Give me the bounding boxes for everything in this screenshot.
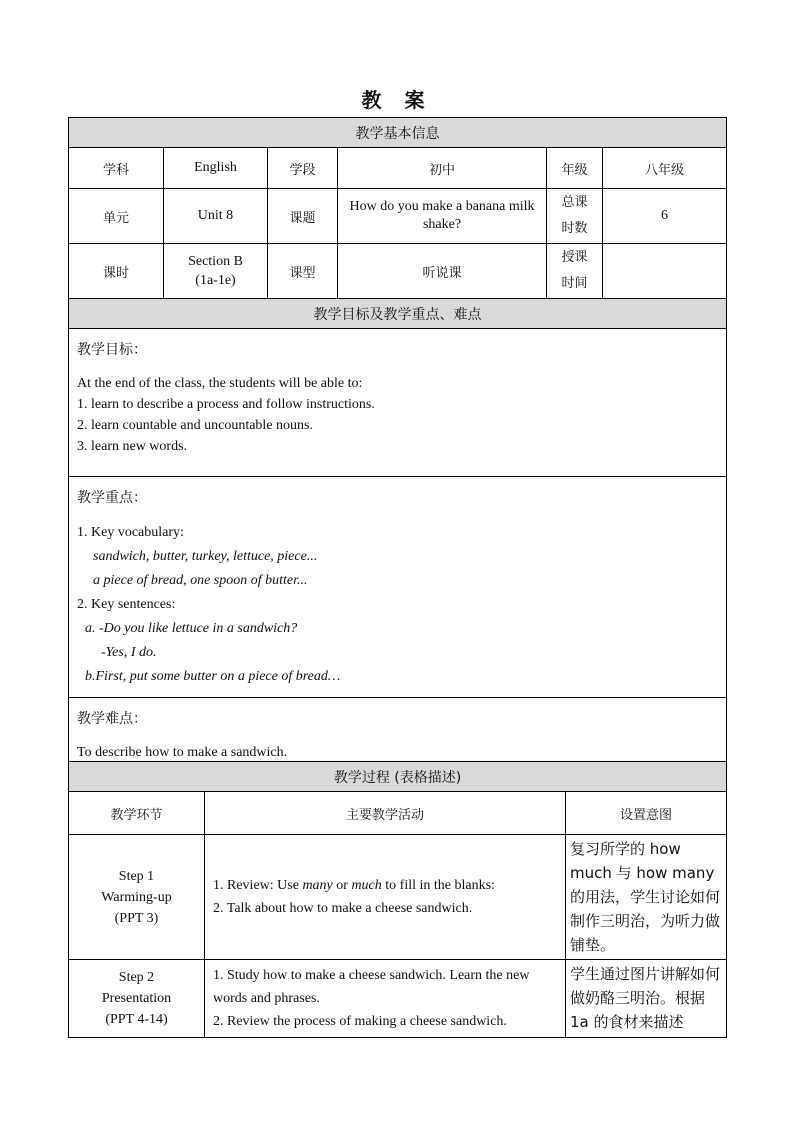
step2-stage: Step 2 Presentation (PPT 4-14) xyxy=(69,960,205,1038)
col-intent-header: 设置意图 xyxy=(566,792,727,835)
key-vocab-line: sandwich, butter, turkey, lettuce, piece... xyxy=(93,549,318,564)
basic-info-table xyxy=(68,117,727,772)
subject-value: English xyxy=(164,148,268,189)
objective-line: 1. learn to describe a process and follow instructions. xyxy=(77,397,375,412)
period-label: 课时 xyxy=(69,244,164,299)
key-points-title: 教学重点： xyxy=(77,490,147,506)
class-type-value: 听说课 xyxy=(338,244,547,299)
class-time-label: 授课 时间 xyxy=(547,244,603,299)
difficulty-line: To describe how to make a sandwich. xyxy=(77,745,288,760)
col-stage-header: 教学环节 xyxy=(69,792,205,835)
step1-activity-line: 2. Talk about how to make a cheese sandwich. xyxy=(213,901,473,916)
grade-label: 年级 xyxy=(547,148,603,189)
step1-intent: 复习所学的 how much 与 how many 的用法，学生讨论如何制作三明治，为听力做铺垫。 xyxy=(566,835,727,960)
stage-value: 初中 xyxy=(338,148,547,189)
key-vocab-title: 1. Key vocabulary: xyxy=(77,525,184,540)
key-vocab-line: a piece of bread, one spoon of butter... xyxy=(93,573,308,588)
class-type-label: 课型 xyxy=(268,244,338,299)
step1-stage: Step 1 Warming-up (PPT 3) xyxy=(69,835,205,960)
basic-info-header: 教学基本信息 xyxy=(69,118,727,148)
goals-header: 教学目标及教学重点、难点 xyxy=(69,299,727,329)
subject-label: 学科 xyxy=(69,148,164,189)
topic-label: 课题 xyxy=(268,189,338,244)
step2-activity-line: 2. Review the process of making a cheese sandwich. xyxy=(213,1014,507,1029)
unit-label: 单元 xyxy=(69,189,164,244)
step1-activity-line: 1. Review: Use many or much to fill in the blanks: xyxy=(213,878,495,893)
unit-value: Unit 8 xyxy=(164,189,268,244)
key-sentence-line: -Yes, I do. xyxy=(101,645,157,660)
stage-label: 学段 xyxy=(268,148,338,189)
process-table xyxy=(68,761,727,1038)
total-hours-value: 6 xyxy=(603,189,727,244)
objectives-section xyxy=(69,329,727,477)
key-sentence-line: b.First, put some butter on a piece of bread… xyxy=(85,669,341,684)
objective-line: 2. learn countable and uncountable nouns. xyxy=(77,418,313,433)
step2-intent: 学生通过图片讲解如何做奶酪三明治。根据 1a 的食材来描述 xyxy=(566,960,727,1038)
process-header: 教学过程 (表格描述) xyxy=(69,762,727,792)
page-title: 教 案 xyxy=(361,88,433,112)
period-value: Section B (1a-1e) xyxy=(164,244,268,299)
grade-value: 八年级 xyxy=(603,148,727,189)
step2-activity-line: 1. Study how to make a cheese sandwich. Learn the new words and phrases. xyxy=(213,968,530,1006)
topic-value: How do you make a banana milk shake? xyxy=(338,189,547,244)
class-time-value xyxy=(603,244,727,299)
key-points-section xyxy=(69,477,727,698)
key-sentences-title: 2. Key sentences: xyxy=(77,597,176,612)
step1-activities xyxy=(205,835,566,960)
key-sentence-line: a. -Do you like lettuce in a sandwich? xyxy=(85,621,298,636)
objective-line: 3. learn new words. xyxy=(77,439,188,454)
difficulties-title: 教学难点： xyxy=(77,711,147,727)
objective-line: At the end of the class, the students will be able to: xyxy=(77,376,363,391)
step2-activities xyxy=(205,960,566,1038)
col-activity-header: 主要教学活动 xyxy=(205,792,566,835)
objectives-title: 教学目标： xyxy=(77,342,147,358)
total-hours-label: 总课 时数 xyxy=(547,189,603,244)
